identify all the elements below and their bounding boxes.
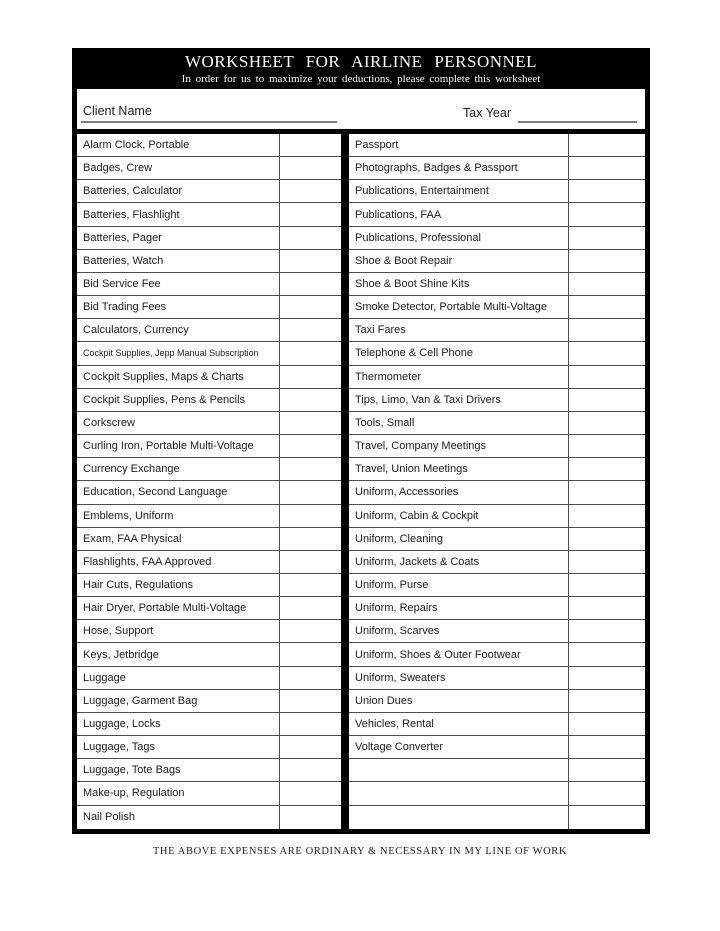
worksheet-form [72,48,650,834]
expense-label: Travel, Union Meetings [355,463,468,476]
amount-cell[interactable] [568,366,645,388]
client-name-field[interactable] [81,104,337,123]
expense-row [349,505,645,528]
expense-row [77,620,341,643]
amount-cell[interactable] [568,481,645,503]
expense-label: Photographs, Badges & Passport [355,162,518,175]
expense-label: Travel, Company Meetings [355,440,487,453]
expense-row [77,319,341,342]
client-info-row [72,89,650,129]
amount-cell[interactable] [568,505,645,527]
amount-cell[interactable] [568,690,645,712]
expense-row [77,296,341,319]
expense-label: Calculators, Currency [83,324,189,337]
expense-row [77,597,341,620]
expense-row [77,690,341,713]
expense-label: Education, Second Language [83,486,228,499]
amount-cell[interactable] [568,643,645,665]
expense-column-left [77,134,345,829]
expense-row [349,736,645,759]
expense-row [349,481,645,504]
expense-label: Luggage, Locks [83,717,161,730]
expense-row [349,319,645,342]
amount-cell[interactable] [568,759,645,781]
amount-cell[interactable] [568,227,645,249]
expense-label: Taxi Fares [355,324,406,337]
expense-row [77,458,341,481]
amount-cell[interactable] [568,435,645,457]
expense-row [349,551,645,574]
expense-label: Uniform, Jackets & Coats [355,555,480,568]
expense-label: Batteries, Calculator [83,185,183,198]
amount-cell[interactable] [568,273,645,295]
amount-cell[interactable] [279,528,341,550]
amount-cell[interactable] [279,227,341,249]
amount-cell[interactable] [279,296,341,318]
expense-label: Batteries, Watch [83,254,164,267]
amount-cell[interactable] [568,597,645,619]
expense-label [349,782,568,804]
expense-row [77,412,341,435]
form-header [72,48,650,89]
expense-label: Luggage, Tags [83,741,155,754]
expense-row [349,690,645,713]
expense-row [77,227,341,250]
expense-tables [72,129,650,834]
amount-cell[interactable] [279,134,341,156]
expense-label: Luggage [83,671,126,684]
amount-cell[interactable] [568,806,645,829]
amount-cell[interactable] [279,574,341,596]
amount-cell[interactable] [568,782,645,804]
expense-row [77,667,341,690]
expense-label: Uniform, Purse [355,579,429,592]
amount-cell[interactable] [279,412,341,434]
expense-row [77,551,341,574]
expense-column-right [345,134,645,829]
amount-cell[interactable] [568,620,645,642]
expense-label: Shoe & Boot Repair [355,254,453,267]
expense-label: Hair Dryer, Portable Multi-Voltage [83,602,247,615]
amount-cell[interactable] [279,273,341,295]
amount-cell[interactable] [568,551,645,573]
amount-cell[interactable] [568,203,645,225]
expense-row [77,157,341,180]
expense-row [77,505,341,528]
amount-cell[interactable] [279,782,341,804]
amount-cell[interactable] [279,620,341,642]
expense-row [77,342,341,365]
amount-cell[interactable] [279,643,341,665]
expense-label: Make-up, Regulation [83,787,185,800]
expense-row [349,412,645,435]
amount-cell[interactable] [568,528,645,550]
expense-row [349,620,645,643]
form-title: WORKSHEET FOR AIRLINE PERSONNEL [184,52,538,71]
expense-row [349,782,645,805]
expense-row [349,713,645,736]
expense-label: Vehicles, Rental [355,717,434,730]
expense-label: Tools, Small [355,416,415,429]
expense-row [77,180,341,203]
expense-label: Uniform, Repairs [355,602,438,615]
tax-year-label: Tax Year [463,106,511,120]
amount-cell[interactable] [279,713,341,735]
amount-cell[interactable] [568,134,645,156]
expense-row [349,134,645,157]
amount-cell[interactable] [568,389,645,411]
expense-row [349,528,645,551]
expense-row [349,180,645,203]
expense-row [349,296,645,319]
amount-cell[interactable] [279,389,341,411]
amount-cell[interactable] [279,180,341,202]
amount-cell[interactable] [279,690,341,712]
expense-label: Badges, Crew [83,162,153,175]
expense-label: Cockpit Supplies, Pens & Pencils [83,393,246,406]
expense-label: Tips, Limo, Van & Taxi Drivers [355,393,501,406]
expense-row [349,574,645,597]
expense-row [349,273,645,296]
expense-row [349,250,645,273]
expense-label: Keys, Jetbridge [83,648,159,661]
expense-label: Hose, Support [83,625,154,638]
expense-row [77,435,341,458]
expense-row [349,806,645,829]
expense-row [349,227,645,250]
expense-label: Uniform, Cleaning [355,532,444,545]
tax-year-group [463,105,637,123]
expense-label: Luggage, Garment Bag [83,694,198,707]
expense-label: Voltage Converter [355,741,444,754]
amount-cell[interactable] [279,342,341,364]
expense-row [77,528,341,551]
expense-label [349,806,568,829]
amount-cell[interactable] [279,597,341,619]
amount-cell[interactable] [279,458,341,480]
expense-row [77,759,341,782]
expense-label: Uniform, Scarves [355,625,440,638]
amount-cell[interactable] [568,342,645,364]
amount-cell[interactable] [279,505,341,527]
tax-year-field[interactable] [518,105,637,123]
expense-label: Batteries, Flashlight [83,208,180,221]
amount-cell[interactable] [279,157,341,179]
expense-label: Uniform, Accessories [355,486,459,499]
footer-disclaimer: THE ABOVE EXPENSES ARE ORDINARY & NECESSARY IN MY LINE OF WORK [152,846,568,857]
expense-row [77,366,341,389]
expense-row [77,782,341,805]
expense-row [349,597,645,620]
expense-label: Smoke Detector, Portable Multi-Voltage [355,301,547,314]
amount-cell[interactable] [279,481,341,503]
expense-label: Currency Exchange [83,463,180,476]
expense-row [349,342,645,365]
amount-cell[interactable] [568,574,645,596]
expense-row [349,366,645,389]
expense-label: Corkscrew [83,416,135,429]
amount-cell[interactable] [279,250,341,272]
expense-row [349,458,645,481]
expense-label: Hair Cuts, Regulations [83,579,194,592]
expense-label: Cockpit Supplies, Maps & Charts [83,370,244,383]
expense-label: Publications, FAA [355,208,442,221]
client-name-label: Client Name [83,104,152,118]
expense-label: Uniform, Cabin & Cockpit [355,509,479,522]
expense-row [349,435,645,458]
expense-label: Publications, Professional [355,231,481,244]
amount-cell[interactable] [568,296,645,318]
expense-label: Flashlights, FAA Approved [83,555,212,568]
expense-label: Publications, Entertainment [355,185,489,198]
amount-cell[interactable] [279,736,341,758]
amount-cell[interactable] [279,319,341,341]
amount-cell[interactable] [568,319,645,341]
expense-row [349,203,645,226]
expense-label: Passport [355,139,399,152]
amount-cell[interactable] [568,180,645,202]
amount-cell[interactable] [568,250,645,272]
expense-label: Cockpit Supplies, Jepp Manual Subscription [83,348,259,359]
expense-row [77,806,341,829]
expense-label: Nail Polish [83,811,135,824]
expense-label: Union Dues [355,694,413,707]
expense-row [77,481,341,504]
expense-label: Shoe & Boot Shine Kits [355,278,470,291]
expense-label: Uniform, Shoes & Outer Footwear [355,648,521,661]
expense-label: Exam, FAA Physical [83,532,182,545]
amount-cell[interactable] [279,551,341,573]
expense-row [349,157,645,180]
amount-cell[interactable] [279,759,341,781]
expense-row [77,643,341,666]
amount-cell[interactable] [279,366,341,388]
amount-cell[interactable] [568,713,645,735]
expense-label: Curling Iron, Portable Multi-Voltage [83,440,254,453]
expense-row [349,667,645,690]
expense-row [77,203,341,226]
expense-row [77,134,341,157]
expense-row [77,250,341,273]
expense-label: Thermometer [355,370,422,383]
amount-cell[interactable] [279,667,341,689]
expense-row [77,736,341,759]
expense-label: Alarm Clock, Portable [83,139,190,152]
amount-cell[interactable] [568,736,645,758]
expense-row [77,574,341,597]
expense-row [77,389,341,412]
expense-row [349,643,645,666]
expense-row [77,713,341,736]
amount-cell[interactable] [568,412,645,434]
expense-label: Emblems, Uniform [83,509,174,522]
expense-row [77,273,341,296]
expense-label: Luggage, Tote Bags [83,764,181,777]
expense-label: Batteries, Pager [83,231,162,244]
amount-cell[interactable] [568,667,645,689]
expense-label: Telephone & Cell Phone [355,347,474,360]
amount-cell[interactable] [279,435,341,457]
expense-label: Uniform, Sweaters [355,671,446,684]
expense-label: Bid Service Fee [83,278,161,291]
form-subtitle: In order for us to maximize your deductions, please complete this worksheet [181,73,541,85]
amount-cell[interactable] [568,157,645,179]
expense-row [349,389,645,412]
amount-cell[interactable] [279,203,341,225]
expense-label [349,759,568,781]
amount-cell[interactable] [279,806,341,829]
expense-label: Bid Trading Fees [83,301,167,314]
amount-cell[interactable] [568,458,645,480]
expense-row [349,759,645,782]
